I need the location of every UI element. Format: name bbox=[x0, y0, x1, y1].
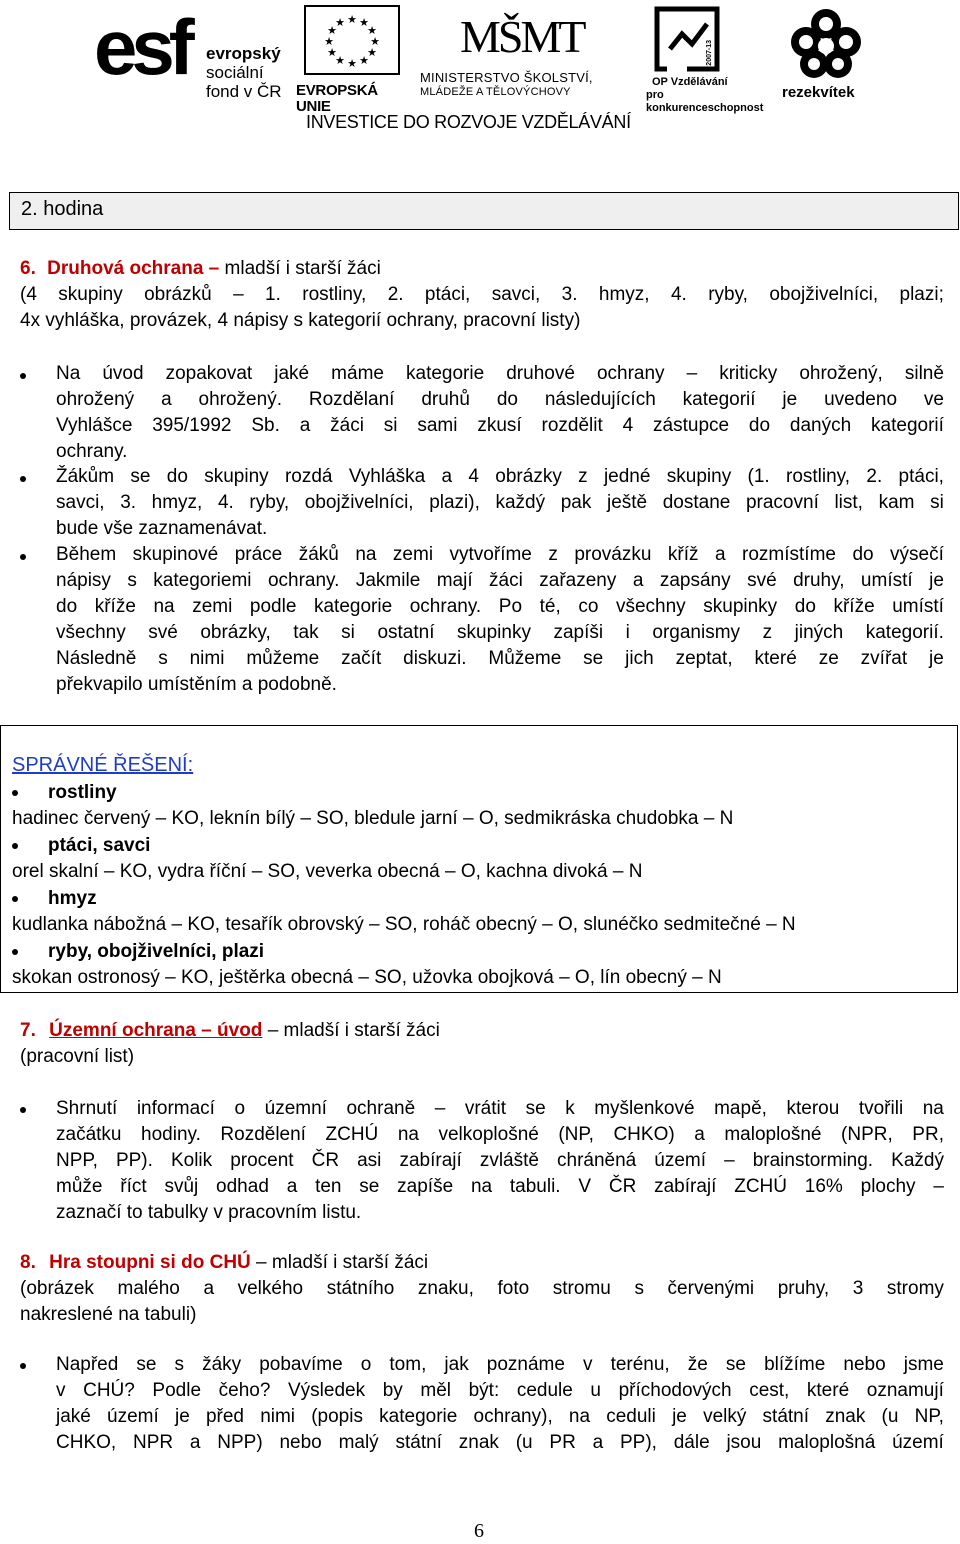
s7-materials: (pracovní list) bbox=[20, 1046, 135, 1067]
bullet-dot bbox=[12, 896, 18, 902]
bullet-line: jaké území je před nimi (popis kategorie ochrany), na ceduli je velký státní znak (u NP, bbox=[56, 1406, 944, 1427]
solution-group-text: hadinec červený – KO, leknín bílý – SO, bledule jarní – O, sedmikráska chudobka – N bbox=[12, 808, 734, 829]
s6-audience: mladší i starší žáci bbox=[224, 258, 381, 279]
bullet-line: Shrnutí informací o územní ochraně – vrátit se k myšlenkové mapě, kterou tvořili na bbox=[56, 1098, 944, 1119]
solution-group-name: hmyz bbox=[48, 888, 97, 909]
svg-text:★: ★ bbox=[335, 54, 345, 67]
solution-group-text: orel skalní – KO, vydra říční – SO, veverka obecná – O, kachna divoká – N bbox=[12, 861, 643, 882]
bullet-dot bbox=[20, 1363, 26, 1369]
s6-heading: 6. Druhová ochrana – mladší i starší žáci bbox=[20, 258, 381, 279]
bullet-line: Napřed se s žáky pobavíme o tom, jak poznáme v terénu, že se blížíme nebo jsme bbox=[56, 1354, 944, 1375]
svg-text:★: ★ bbox=[367, 24, 377, 37]
bullet-line: bude vše zaznamenávat. bbox=[56, 518, 268, 539]
page-number: 6 bbox=[474, 1520, 484, 1542]
esf-logo bbox=[94, 3, 294, 101]
svg-text:★: ★ bbox=[335, 16, 345, 29]
bullet-line: Během skupinové práce žáků na zemi vytvoříme z provázku kříž a rozmístíme do výsečí bbox=[56, 544, 944, 565]
op-text: OP Vzdělávání pro konkurenceschopnost bbox=[646, 76, 764, 114]
bullet-line: Žákům se do skupiny rozdá Vyhláška a 4 obrázky z jedné skupiny (1. rostliny, 2. ptáci, bbox=[56, 466, 944, 487]
msmt-mark: MŠMT bbox=[460, 11, 584, 62]
s6-materials-2: 4x vyhláška, provázek, 4 nápisy s kategorií ochrany, pracovní listy) bbox=[20, 310, 581, 331]
solution-group-name: ryby, obojživelníci, plazi bbox=[48, 941, 265, 962]
svg-text:★: ★ bbox=[370, 35, 380, 48]
solution-group-text: kudlanka nábožná – KO, tesařík obrovský – SO, roháč obecný – O, slunéčko sedmitečné – N bbox=[12, 914, 796, 935]
bullet-dot bbox=[12, 790, 18, 796]
s8-audience: mladší i starší žáci bbox=[271, 1252, 429, 1273]
eu-text: EVROPSKÁ UNIE bbox=[296, 82, 378, 115]
section-title: 2. hodina bbox=[21, 198, 104, 220]
bullet-dot bbox=[12, 949, 18, 955]
svg-text:★: ★ bbox=[324, 35, 334, 48]
esf-text: evropský sociální fond v ČR bbox=[206, 44, 282, 101]
eu-flag bbox=[304, 5, 400, 75]
bullet-dot bbox=[20, 476, 26, 482]
s6-title: Druhová ochrana bbox=[47, 258, 204, 279]
bullet-dot bbox=[12, 843, 18, 849]
svg-text:★: ★ bbox=[359, 16, 369, 29]
s8-materials-1: (obrázek malého a velkého státního znaku, foto stromu s červenými pruhy, 3 stromy bbox=[20, 1278, 944, 1299]
op-years: 2007-13 bbox=[706, 40, 713, 66]
bullet-dot bbox=[20, 1107, 26, 1113]
bullet-line: začátku hodiny. Rozdělení ZCHÚ na velkoplošné (NP, CHKO) a maloplošné (NPR, PR, bbox=[56, 1124, 944, 1145]
rezekvitek-logo bbox=[780, 8, 880, 103]
msmt-logo bbox=[420, 2, 620, 102]
msmt-text: MINISTERSTVO ŠKOLSTVÍ, MLÁDEŽE A TĚLOVÝCHOVY bbox=[420, 70, 593, 98]
tagline: INVESTICE DO ROZVOJE VZDĚLÁVÁNÍ bbox=[306, 112, 631, 132]
s8-heading: 8. Hra stoupni si do CHÚ – mladší i starší žáci bbox=[20, 1252, 429, 1273]
rezekvitek-text: rezekvítek bbox=[782, 84, 855, 101]
eu-stars-icon bbox=[306, 7, 398, 73]
eu-logo bbox=[296, 5, 408, 115]
s7-heading: 7. Územní ochrana – úvod – mladší i starší žáci bbox=[20, 1020, 440, 1041]
s7-title: Územní ochrana – úvod bbox=[49, 1020, 263, 1041]
svg-text:★: ★ bbox=[327, 24, 337, 37]
svg-text:★: ★ bbox=[347, 13, 357, 26]
svg-text:★: ★ bbox=[367, 46, 377, 59]
bullet-line: Na úvod zopakovat jaké máme kategorie druhové ochrany – kriticky ohrožený, silně bbox=[56, 363, 944, 384]
bullet-dot bbox=[20, 554, 26, 560]
bullet-line: ohrožený a ohrožený. Rozdělaní druhů do následujících kategorií je uvedeno ve bbox=[56, 389, 944, 410]
bullet-line: Vyhlášce 395/1992 Sb. a žáci si sami zkusí rozdělit 4 zástupce do daných kategorií bbox=[56, 415, 944, 436]
solution-group-name: rostliny bbox=[48, 782, 117, 803]
section-title-box bbox=[9, 192, 959, 230]
bullet-line: CHKO, NPR a NPP) nebo malý státní znak (u PR a PP), dále jsou maloplošná území bbox=[56, 1432, 944, 1453]
bullet-line: savci, 3. hmyz, 4. ryby, obojživelníci, plazi), každý pak ještě dostane pracovní list, kam si bbox=[56, 492, 944, 513]
svg-text:★: ★ bbox=[347, 57, 357, 70]
op-logo bbox=[622, 4, 764, 114]
bullet-line: všechny své obrázky, tak si ostatní skupinky zapíši i organismy z jiných kategorií. bbox=[56, 622, 944, 643]
svg-text:★: ★ bbox=[327, 46, 337, 59]
solution-group-text: skokan ostronosý – KO, ještěrka obecná – SO, užovka obojková – O, lín obecný – N bbox=[12, 967, 722, 988]
bullet-line: Následně s nimi můžeme začít diskuzi. Můžeme se jich zeptat, které ze zvířat je bbox=[56, 648, 944, 669]
bullet-line: NPP, PP). Kolik procent ČR asi zabírají zvláště chráněná území – brainstorming. Každý bbox=[56, 1150, 944, 1171]
solution-heading: SPRÁVNÉ ŘEŠENÍ: bbox=[12, 754, 194, 776]
svg-text:★: ★ bbox=[359, 54, 369, 67]
s8-title: Hra stoupni si do CHÚ bbox=[49, 1252, 251, 1273]
s8-materials-2: nakreslené na tabuli) bbox=[20, 1304, 197, 1325]
bullet-line: zaznačí to tabulky v pracovním listu. bbox=[56, 1202, 362, 1223]
bullet-dot bbox=[20, 373, 26, 379]
bullet-line: nápisy s kategoriemi ochrany. Jakmile mají žáci zařazeny a zapsány své druhy, umístí je bbox=[56, 570, 944, 591]
header-logos bbox=[0, 0, 960, 140]
s7-audience: mladší i starší žáci bbox=[283, 1020, 440, 1041]
bullet-line: ochrany. bbox=[56, 441, 128, 462]
flower-icon bbox=[786, 8, 866, 82]
bullet-line: do kříže na zemi podle kategorie ochrany. Po té, co všechny skupinky do kříže umístí bbox=[56, 596, 944, 617]
esf-logo-mark: esf bbox=[94, 3, 189, 91]
bullet-line: může říct svůj odhad a ten se zapíše na tabuli. V ČR zabírají ZCHÚ 16% plochy – bbox=[56, 1176, 944, 1197]
bullet-line: překvapilo umístěním a podobně. bbox=[56, 674, 337, 695]
s6-materials-1: (4 skupiny obrázků – 1. rostliny, 2. ptáci, savci, 3. hmyz, 4. ryby, obojživelníci, plazi; bbox=[20, 284, 944, 305]
bullet-line: v CHÚ? Podle čeho? Výsledek by měl být: cedule u příchodových cest, které oznamují bbox=[56, 1380, 944, 1401]
solution-group-name: ptáci, savci bbox=[48, 835, 151, 856]
